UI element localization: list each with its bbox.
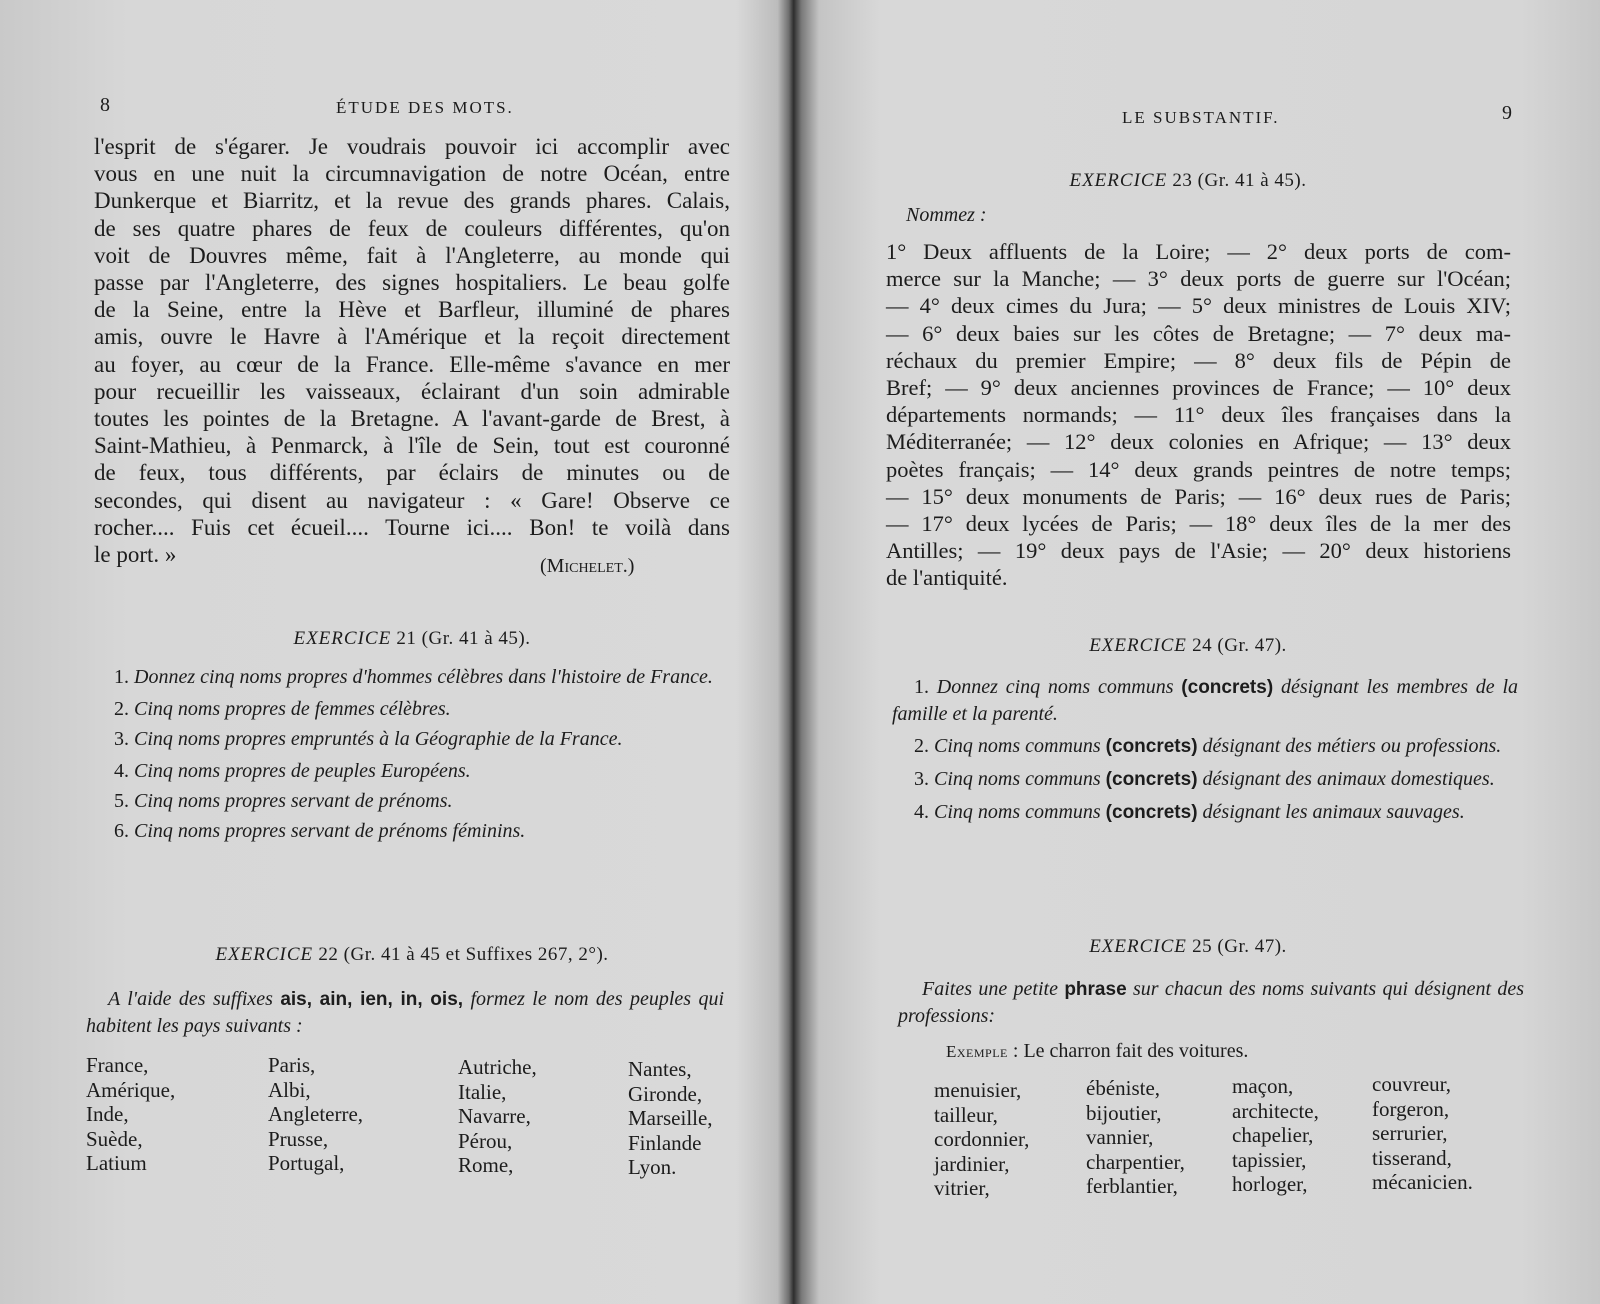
item-text: Cinq noms communs: [934, 735, 1106, 757]
instruction-text: A l'aide des suffixes: [108, 988, 273, 1010]
word-item: mécanicien.: [1372, 1170, 1473, 1194]
word-item: jardinier,: [934, 1151, 1010, 1176]
text-line: l'esprit de s'égarer. Je voudrais pouvoir ici accomplir avec: [94, 134, 730, 159]
text-line: de la Seine, entre la Hève et Barfleur, illuminé de phares: [94, 297, 730, 323]
exercise-label: EXERCICE: [293, 628, 392, 649]
exercise-23-intro: Nommez :: [906, 204, 987, 226]
word-item: Prusse,: [268, 1126, 329, 1151]
text-line: réchaux du premier Empire; — 8° deux fils de Pépin de: [886, 347, 1511, 373]
word-item: Portugal,: [268, 1151, 345, 1175]
text-line: Saint-Mathieu, à Penmarck, à l'île de Sein, tout est couronné: [94, 433, 730, 459]
text-line: vous en une nuit la circumnavigation de notre Océan, entre: [94, 161, 730, 187]
text-line: — 4° deux cimes du Jura; — 5° deux ministres de Louis XIV;: [886, 293, 1511, 319]
word-item: bijoutier,: [1086, 1100, 1162, 1125]
item-text: Donnez cinq noms propres d'hommes célèbres dans l'histoire de France.: [134, 666, 713, 688]
item-bold: (concrets): [1105, 802, 1198, 823]
exercise-item: [92, 758, 730, 784]
text-line: Dunkerque et Biarritz, et la revue des grands phares. Calais,: [94, 188, 730, 214]
text-line: Bref; — 9° deux anciennes provinces de France; — 10° deux: [886, 375, 1511, 401]
word-item: Rome,: [458, 1153, 514, 1177]
instruction-bold: phrase: [1064, 979, 1127, 1000]
exercise-22-title: [94, 944, 730, 966]
text-line: départements normands; — 11° deux îles françaises dans la: [886, 402, 1511, 428]
word-column: [628, 1057, 713, 1180]
item-text: désignant des animaux domestiques.: [1197, 768, 1495, 790]
word-item: horloger,: [1232, 1172, 1308, 1196]
running-head: ÉTUDE DES MOTS.: [336, 98, 514, 117]
word-column: [86, 1053, 175, 1176]
text-line: rocher.... Fuis cet écueil.... Tourne ici.... Bon! te voilà dans: [94, 514, 730, 540]
exercise-23-text: [886, 238, 1511, 592]
exercise-item: [892, 733, 1518, 760]
exercise-number: 21: [396, 628, 417, 649]
word-item: vannier,: [1086, 1125, 1154, 1149]
word-item: Lyon.: [628, 1155, 677, 1179]
word-item: Navarre,: [458, 1104, 531, 1128]
instruction-text: sur chacun des noms suivants qui désignent des professions:: [898, 978, 1525, 1027]
exercise-ref: (Gr. 47).: [1217, 936, 1287, 957]
item-text: Donnez cinq noms communs: [936, 676, 1182, 698]
word-item: Suède,: [86, 1126, 143, 1151]
exercise-21-title: [94, 628, 730, 650]
word-item: tisserand,: [1372, 1145, 1452, 1170]
left-page: [0, 0, 790, 1304]
word-item: Amérique,: [86, 1077, 176, 1102]
word-item: serrurier,: [1372, 1121, 1448, 1145]
text-line: — 15° deux monuments de Paris; — 16° deux rues de Paris;: [886, 483, 1511, 509]
item-text: Cinq noms communs: [934, 768, 1106, 790]
word-item: Paris,: [268, 1053, 316, 1077]
text-line: de ses quatre phares de feux de couleurs différentes, qu'on: [94, 215, 730, 241]
word-item: ébéniste,: [1086, 1076, 1161, 1100]
word-item: Inde,: [86, 1102, 129, 1126]
exercise-25-instruction: [898, 976, 1524, 1029]
word-item: vitrier,: [934, 1176, 990, 1200]
exercise-label: EXERCICE: [215, 944, 314, 965]
exercise-item: [892, 674, 1518, 727]
word-item: maçon,: [1232, 1074, 1294, 1098]
exercise-item: [92, 818, 730, 844]
item-text: Cinq noms propres de peuples Européens.: [134, 760, 471, 782]
text-line: le port. »: [94, 542, 177, 568]
word-column: [268, 1053, 363, 1176]
item-number: 6.: [114, 820, 134, 842]
exercise-24-items: [892, 674, 1518, 832]
item-text: Cinq noms propres servant de prénoms.: [134, 790, 453, 812]
instruction-text: Faites une petite: [922, 978, 1058, 1000]
item-number: 4.: [114, 760, 134, 782]
exercise-item: [92, 788, 730, 814]
text-line: de l'antiquité.: [886, 565, 1008, 591]
page-number: 9: [1502, 102, 1512, 124]
exercise-number: 23: [1172, 170, 1193, 191]
item-text: désignant les animaux sauvages.: [1197, 801, 1465, 823]
word-item: forgeron,: [1372, 1096, 1450, 1121]
item-number: 1.: [914, 676, 937, 698]
item-number: 1.: [114, 666, 134, 688]
word-column: [1372, 1072, 1473, 1195]
word-item: Gironde,: [628, 1081, 703, 1106]
page-number: 8: [100, 94, 110, 116]
item-number: 3.: [914, 768, 934, 790]
word-item: Nantes,: [628, 1057, 692, 1081]
word-item: Marseille,: [628, 1106, 713, 1130]
word-item: Albi,: [268, 1077, 311, 1102]
text-line: voit de Douvres même, fait à l'Angleterre, au monde qui: [94, 242, 730, 268]
instruction-text: formez le nom des peuples qui habitent les pays suivants :: [86, 988, 724, 1037]
exercise-25-example: [946, 1040, 1248, 1063]
exercise-label: EXERCICE: [1069, 170, 1168, 191]
text-line: merce sur la Manche; — 3° deux ports de guerre sur l'Océan;: [886, 266, 1511, 292]
exercise-item: [892, 766, 1518, 793]
word-column: [1086, 1076, 1185, 1199]
word-column: [458, 1055, 537, 1178]
text-line: — 6° deux baies sur les côtes de Bretagne; — 7° deux ma-: [886, 320, 1511, 346]
example-label: Exemple: [946, 1042, 1008, 1061]
exercise-23-title: [872, 170, 1504, 192]
exercise-number: 22: [318, 944, 339, 965]
exercise-item: [92, 664, 730, 690]
item-text: Cinq noms propres de femmes célèbres.: [134, 698, 451, 720]
example-text: : Le charron fait des voitures.: [1012, 1040, 1249, 1062]
item-number: 3.: [114, 728, 134, 750]
word-item: tailleur,: [934, 1102, 998, 1127]
item-number: 2.: [114, 698, 134, 720]
passage-text: [94, 133, 730, 568]
word-item: Italie,: [458, 1079, 507, 1104]
right-page: [796, 0, 1600, 1304]
item-text: désignant les membres de la famille et la parenté.: [892, 676, 1519, 725]
text-line: secondes, qui disent au navigateur : « Gare! Observe ce: [94, 487, 730, 513]
item-number: 5.: [114, 790, 134, 812]
item-text: Cinq noms communs: [934, 801, 1106, 823]
word-item: Autriche,: [458, 1055, 537, 1079]
text-line: de feux, tous différents, par éclairs de minutes ou de: [94, 460, 730, 486]
text-line: amis, ouvre le Havre à l'Amérique et la reçoit directement: [94, 324, 730, 350]
exercise-label: EXERCICE: [1089, 635, 1187, 656]
text-line: poètes français; — 14° deux grands peintres de notre temps;: [886, 456, 1511, 482]
item-number: 4.: [914, 801, 934, 823]
running-head: LE SUBSTANTIF.: [1122, 108, 1280, 127]
item-number: 2.: [914, 735, 934, 757]
exercise-label: EXERCICE: [1089, 936, 1187, 957]
word-item: couvreur,: [1372, 1072, 1452, 1096]
text-line: Antilles; — 19° deux pays de l'Asie; — 20° deux historiens: [886, 538, 1511, 564]
suffix-list: ais, ain, ien, in, ois,: [280, 989, 464, 1010]
exercise-25-title: [872, 936, 1504, 958]
exercise-ref: (Gr. 47).: [1217, 635, 1287, 656]
word-column: [1232, 1074, 1319, 1197]
exercise-item: [92, 726, 730, 752]
word-item: Pérou,: [458, 1128, 513, 1153]
word-item: cordonnier,: [934, 1127, 1030, 1151]
word-item: Angleterre,: [268, 1102, 364, 1126]
exercise-21-items: [92, 664, 730, 848]
exercise-24-title: [872, 635, 1504, 657]
word-item: ferblantier,: [1086, 1174, 1178, 1198]
exercise-ref: (Gr. 41 à 45 et Suffixes 267, 2°).: [343, 944, 609, 965]
text-line: passe par l'Angleterre, des signes hospitaliers. Le beau golfe: [94, 270, 730, 296]
passage-author: (Michelet.): [540, 555, 635, 577]
item-text: Cinq noms propres empruntés à la Géographie de la France.: [134, 728, 623, 750]
word-item: architecte,: [1232, 1098, 1319, 1123]
exercise-item: [92, 696, 730, 722]
word-item: Latium: [86, 1151, 147, 1175]
text-line: au foyer, au cœur de la France. Elle-même s'avance en mer: [94, 351, 730, 377]
exercise-ref: (Gr. 41 à 45).: [421, 628, 531, 649]
word-column: [934, 1078, 1029, 1201]
word-item: charpentier,: [1086, 1149, 1185, 1174]
exercise-number: 24: [1192, 635, 1213, 656]
word-item: Finlande: [628, 1130, 702, 1155]
text-line: Méditerranée; — 12° deux colonies en Afrique; — 13° deux: [886, 429, 1511, 455]
text-line: pour recueillir les vaisseaux, éclairant d'un soin admirable: [94, 378, 730, 404]
item-text: Cinq noms propres servant de prénoms féminins.: [134, 820, 526, 842]
word-item: chapelier,: [1232, 1123, 1314, 1147]
word-item: France,: [86, 1053, 149, 1077]
item-bold: (concrets): [1181, 677, 1274, 698]
item-bold: (concrets): [1105, 736, 1198, 757]
exercise-ref: (Gr. 41 à 45).: [1197, 170, 1307, 191]
item-text: désignant des métiers ou professions.: [1197, 735, 1502, 757]
item-bold: (concrets): [1105, 769, 1198, 790]
exercise-22-instruction: [86, 986, 724, 1039]
text-line: — 17° deux lycées de Paris; — 18° deux îles de la mer des: [886, 511, 1511, 537]
text-line: toutes les pointes de la Bretagne. A l'avant-garde de Brest, à: [94, 406, 730, 432]
exercise-item: [892, 799, 1518, 826]
exercise-number: 25: [1192, 936, 1213, 957]
word-item: tapissier,: [1232, 1147, 1307, 1172]
text-line: 1° Deux affluents de la Loire; — 2° deux ports de com-: [886, 239, 1511, 264]
word-item: menuisier,: [934, 1078, 1022, 1102]
